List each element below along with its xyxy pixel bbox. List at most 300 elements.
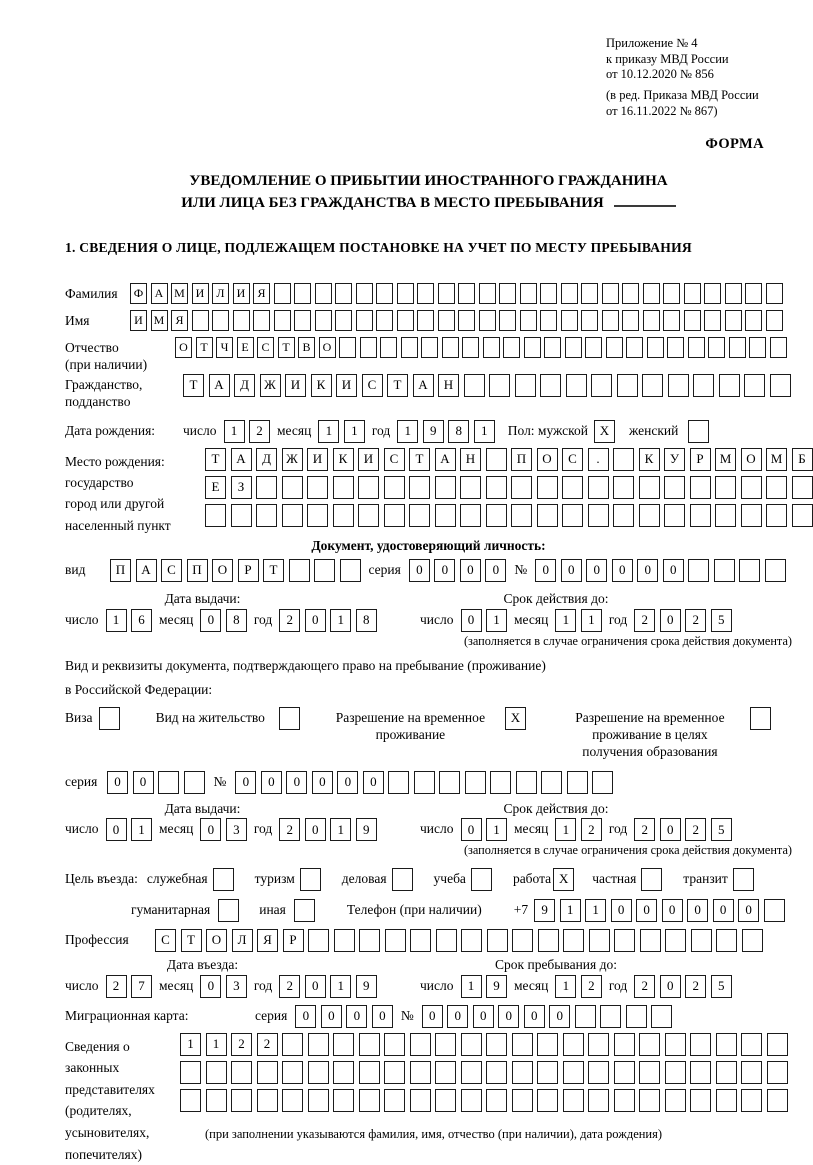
purpose-study-box[interactable] bbox=[471, 868, 492, 891]
doc-kind-cell[interactable] bbox=[289, 559, 310, 582]
residence-series-cell[interactable] bbox=[158, 771, 179, 794]
residence-permit-box[interactable] bbox=[279, 707, 300, 730]
surname-cell[interactable] bbox=[335, 283, 352, 304]
identity-issue-day-cell[interactable]: 6 bbox=[131, 609, 152, 632]
identity-issue-year-cell[interactable]: 0 bbox=[305, 609, 326, 632]
entry-year-cell[interactable]: 9 bbox=[356, 975, 377, 998]
given-name-cell[interactable] bbox=[397, 310, 414, 331]
identity-issue-day-cell[interactable]: 1 bbox=[106, 609, 127, 632]
migration-series-cell[interactable]: 0 bbox=[372, 1005, 393, 1028]
surname-cell[interactable] bbox=[561, 283, 578, 304]
birth-place-cell[interactable] bbox=[409, 504, 430, 527]
given-name-cell[interactable] bbox=[663, 310, 680, 331]
surname-cell[interactable] bbox=[540, 283, 557, 304]
stay-year-cell[interactable]: 5 bbox=[711, 975, 732, 998]
legal-reps-cell[interactable] bbox=[410, 1033, 431, 1056]
legal-reps-cell[interactable] bbox=[767, 1089, 788, 1112]
birth-place-cell[interactable] bbox=[537, 476, 558, 499]
residence-issue-month-cell[interactable]: 0 bbox=[200, 818, 221, 841]
citizenship-cell[interactable]: К bbox=[311, 374, 332, 397]
citizenship-cell[interactable] bbox=[770, 374, 791, 397]
legal-reps-cell[interactable] bbox=[588, 1089, 609, 1112]
residence-issue-month-cell[interactable]: 3 bbox=[226, 818, 247, 841]
birth-place-cell[interactable] bbox=[639, 504, 660, 527]
birth-place-cell[interactable] bbox=[562, 476, 583, 499]
patronymic-cell[interactable]: Ч bbox=[216, 337, 233, 358]
legal-reps-cell[interactable] bbox=[614, 1089, 635, 1112]
birth-place-cell[interactable] bbox=[715, 476, 736, 499]
migration-number-cell[interactable] bbox=[626, 1005, 647, 1028]
identity-expiry-month-cell[interactable]: 1 bbox=[555, 609, 576, 632]
legal-reps-cell[interactable] bbox=[588, 1033, 609, 1056]
patronymic-cell[interactable] bbox=[360, 337, 377, 358]
birth-place-cell[interactable] bbox=[741, 476, 762, 499]
surname-cell[interactable] bbox=[766, 283, 783, 304]
citizenship-cell[interactable]: А bbox=[413, 374, 434, 397]
residence-issue-year-cell[interactable]: 0 bbox=[305, 818, 326, 841]
given-name-cell[interactable] bbox=[745, 310, 762, 331]
legal-reps-cell[interactable] bbox=[461, 1089, 482, 1112]
legal-reps-cell[interactable] bbox=[435, 1033, 456, 1056]
birth-place-cell[interactable] bbox=[613, 448, 634, 471]
surname-cell[interactable] bbox=[356, 283, 373, 304]
phone-cell[interactable]: 1 bbox=[585, 899, 606, 922]
profession-cell[interactable] bbox=[742, 929, 763, 952]
birth-place-cell[interactable] bbox=[256, 504, 277, 527]
citizenship-cell[interactable] bbox=[719, 374, 740, 397]
temp-residence-education-box[interactable] bbox=[750, 707, 771, 730]
citizenship-cell[interactable] bbox=[591, 374, 612, 397]
citizenship-cell[interactable] bbox=[617, 374, 638, 397]
entry-month-cell[interactable]: 0 bbox=[200, 975, 221, 998]
identity-expiry-day-cell[interactable]: 0 bbox=[461, 609, 482, 632]
purpose-humanitarian-box[interactable] bbox=[218, 899, 239, 922]
entry-year-cell[interactable]: 0 bbox=[305, 975, 326, 998]
stay-year-cell[interactable]: 0 bbox=[660, 975, 681, 998]
profession-cell[interactable] bbox=[716, 929, 737, 952]
citizenship-cell[interactable] bbox=[464, 374, 485, 397]
given-name-cell[interactable] bbox=[458, 310, 475, 331]
legal-reps-cell[interactable] bbox=[206, 1061, 227, 1084]
purpose-work-box[interactable]: X bbox=[553, 868, 574, 891]
residence-series-cell[interactable]: 0 bbox=[133, 771, 154, 794]
legal-reps-cell[interactable] bbox=[231, 1061, 252, 1084]
profession-cell[interactable]: С bbox=[155, 929, 176, 952]
citizenship-cell[interactable]: А bbox=[209, 374, 230, 397]
doc-series-cell[interactable]: 0 bbox=[434, 559, 455, 582]
residence-number-cell[interactable] bbox=[516, 771, 537, 794]
given-name-cell[interactable] bbox=[212, 310, 229, 331]
legal-reps-cell[interactable] bbox=[359, 1061, 380, 1084]
stay-day-cell[interactable]: 1 bbox=[461, 975, 482, 998]
profession-cell[interactable]: Я bbox=[257, 929, 278, 952]
surname-cell[interactable]: И bbox=[233, 283, 250, 304]
temp-residence-box[interactable]: X bbox=[505, 707, 526, 730]
surname-cell[interactable] bbox=[581, 283, 598, 304]
doc-kind-cell[interactable]: П bbox=[187, 559, 208, 582]
given-name-cell[interactable] bbox=[417, 310, 434, 331]
phone-cell[interactable]: 9 bbox=[534, 899, 555, 922]
stay-year-cell[interactable]: 2 bbox=[634, 975, 655, 998]
legal-reps-cell[interactable] bbox=[537, 1033, 558, 1056]
patronymic-cell[interactable] bbox=[401, 337, 418, 358]
given-name-cell[interactable] bbox=[356, 310, 373, 331]
profession-cell[interactable]: Р bbox=[283, 929, 304, 952]
surname-cell[interactable] bbox=[479, 283, 496, 304]
legal-reps-cell[interactable] bbox=[716, 1033, 737, 1056]
given-name-cell[interactable] bbox=[479, 310, 496, 331]
birth-place-cell[interactable] bbox=[664, 504, 685, 527]
patronymic-cell[interactable] bbox=[442, 337, 459, 358]
birth-place-cell[interactable] bbox=[282, 504, 303, 527]
surname-cell[interactable] bbox=[725, 283, 742, 304]
identity-expiry-month-cell[interactable]: 1 bbox=[581, 609, 602, 632]
profession-cell[interactable] bbox=[640, 929, 661, 952]
legal-reps-cell[interactable] bbox=[257, 1089, 278, 1112]
legal-reps-cell[interactable] bbox=[741, 1089, 762, 1112]
profession-cell[interactable] bbox=[436, 929, 457, 952]
birth-place-cell[interactable]: Р bbox=[690, 448, 711, 471]
migration-number-cell[interactable]: 0 bbox=[473, 1005, 494, 1028]
patronymic-cell[interactable]: О bbox=[319, 337, 336, 358]
entry-year-cell[interactable]: 2 bbox=[279, 975, 300, 998]
surname-cell[interactable] bbox=[643, 283, 660, 304]
patronymic-cell[interactable] bbox=[729, 337, 746, 358]
surname-cell[interactable] bbox=[663, 283, 680, 304]
residence-series-cell[interactable]: 0 bbox=[107, 771, 128, 794]
migration-number-cell[interactable]: 0 bbox=[524, 1005, 545, 1028]
legal-reps-cell[interactable] bbox=[665, 1033, 686, 1056]
citizenship-cell[interactable]: С bbox=[362, 374, 383, 397]
doc-kind-cell[interactable]: Т bbox=[263, 559, 284, 582]
purpose-official-box[interactable] bbox=[213, 868, 234, 891]
surname-cell[interactable] bbox=[294, 283, 311, 304]
entry-day-cell[interactable]: 7 bbox=[131, 975, 152, 998]
identity-expiry-year-cell[interactable]: 5 bbox=[711, 609, 732, 632]
legal-reps-cell[interactable] bbox=[180, 1061, 201, 1084]
residence-series-cell[interactable] bbox=[184, 771, 205, 794]
legal-reps-cell[interactable] bbox=[614, 1033, 635, 1056]
migration-number-cell[interactable]: 0 bbox=[498, 1005, 519, 1028]
stay-month-cell[interactable]: 2 bbox=[581, 975, 602, 998]
legal-reps-cell[interactable] bbox=[359, 1089, 380, 1112]
given-name-cell[interactable] bbox=[315, 310, 332, 331]
legal-reps-cell[interactable] bbox=[614, 1061, 635, 1084]
doc-number-cell[interactable]: 0 bbox=[663, 559, 684, 582]
legal-reps-cell[interactable]: 1 bbox=[206, 1033, 227, 1056]
birth-place-cell[interactable] bbox=[664, 476, 685, 499]
birth-year-cell[interactable]: 8 bbox=[448, 420, 469, 443]
legal-reps-cell[interactable] bbox=[512, 1061, 533, 1084]
birth-place-cell[interactable] bbox=[460, 476, 481, 499]
citizenship-cell[interactable]: Т bbox=[387, 374, 408, 397]
profession-cell[interactable] bbox=[359, 929, 380, 952]
birth-place-cell[interactable]: А bbox=[435, 448, 456, 471]
residence-number-cell[interactable]: 0 bbox=[363, 771, 384, 794]
citizenship-cell[interactable]: Т bbox=[183, 374, 204, 397]
patronymic-cell[interactable] bbox=[544, 337, 561, 358]
doc-series-cell[interactable]: 0 bbox=[485, 559, 506, 582]
doc-number-cell[interactable]: 0 bbox=[535, 559, 556, 582]
birth-place-cell[interactable]: Ж bbox=[282, 448, 303, 471]
doc-series-cell[interactable]: 0 bbox=[460, 559, 481, 582]
citizenship-cell[interactable] bbox=[540, 374, 561, 397]
citizenship-cell[interactable]: Ж bbox=[260, 374, 281, 397]
patronymic-cell[interactable] bbox=[606, 337, 623, 358]
stay-month-cell[interactable]: 1 bbox=[555, 975, 576, 998]
birth-place-cell[interactable] bbox=[588, 476, 609, 499]
birth-place-cell[interactable]: Т bbox=[205, 448, 226, 471]
citizenship-cell[interactable] bbox=[693, 374, 714, 397]
identity-expiry-year-cell[interactable]: 2 bbox=[685, 609, 706, 632]
patronymic-cell[interactable] bbox=[667, 337, 684, 358]
legal-reps-cell[interactable] bbox=[690, 1033, 711, 1056]
legal-reps-cell[interactable] bbox=[333, 1061, 354, 1084]
patronymic-cell[interactable]: С bbox=[257, 337, 274, 358]
patronymic-cell[interactable]: Т bbox=[278, 337, 295, 358]
residence-number-cell[interactable] bbox=[414, 771, 435, 794]
surname-cell[interactable]: Ф bbox=[130, 283, 147, 304]
legal-reps-cell[interactable]: 2 bbox=[231, 1033, 252, 1056]
profession-cell[interactable] bbox=[410, 929, 431, 952]
given-name-cell[interactable] bbox=[376, 310, 393, 331]
surname-cell[interactable] bbox=[602, 283, 619, 304]
legal-reps-cell[interactable] bbox=[767, 1033, 788, 1056]
migration-series-cell[interactable]: 0 bbox=[321, 1005, 342, 1028]
legal-reps-cell[interactable] bbox=[563, 1033, 584, 1056]
citizenship-cell[interactable] bbox=[642, 374, 663, 397]
surname-cell[interactable] bbox=[622, 283, 639, 304]
phone-cell[interactable] bbox=[764, 899, 785, 922]
phone-cell[interactable]: 0 bbox=[636, 899, 657, 922]
given-name-cell[interactable] bbox=[766, 310, 783, 331]
birth-place-cell[interactable]: К bbox=[333, 448, 354, 471]
profession-cell[interactable] bbox=[589, 929, 610, 952]
surname-cell[interactable] bbox=[274, 283, 291, 304]
given-name-cell[interactable] bbox=[499, 310, 516, 331]
birth-place-cell[interactable]: . bbox=[588, 448, 609, 471]
profession-cell[interactable] bbox=[512, 929, 533, 952]
profession-cell[interactable]: О bbox=[206, 929, 227, 952]
residence-issue-year-cell[interactable]: 9 bbox=[356, 818, 377, 841]
purpose-business-box[interactable] bbox=[392, 868, 413, 891]
stay-year-cell[interactable]: 2 bbox=[685, 975, 706, 998]
legal-reps-cell[interactable] bbox=[282, 1089, 303, 1112]
birth-place-cell[interactable]: З bbox=[231, 476, 252, 499]
residence-expiry-month-cell[interactable]: 1 bbox=[555, 818, 576, 841]
phone-cell[interactable]: 0 bbox=[687, 899, 708, 922]
given-name-cell[interactable] bbox=[602, 310, 619, 331]
legal-reps-cell[interactable] bbox=[639, 1089, 660, 1112]
legal-reps-cell[interactable] bbox=[486, 1061, 507, 1084]
legal-reps-cell[interactable] bbox=[690, 1061, 711, 1084]
doc-number-cell[interactable] bbox=[714, 559, 735, 582]
doc-number-cell[interactable] bbox=[739, 559, 760, 582]
surname-cell[interactable] bbox=[745, 283, 762, 304]
phone-cell[interactable]: 0 bbox=[738, 899, 759, 922]
birth-place-cell[interactable] bbox=[231, 504, 252, 527]
residence-issue-year-cell[interactable]: 2 bbox=[279, 818, 300, 841]
birth-place-cell[interactable]: Д bbox=[256, 448, 277, 471]
legal-reps-cell[interactable] bbox=[461, 1033, 482, 1056]
birth-place-cell[interactable] bbox=[690, 476, 711, 499]
surname-cell[interactable]: М bbox=[171, 283, 188, 304]
birth-place-cell[interactable] bbox=[282, 476, 303, 499]
doc-kind-cell[interactable] bbox=[314, 559, 335, 582]
legal-reps-cell[interactable] bbox=[333, 1089, 354, 1112]
residence-expiry-month-cell[interactable]: 2 bbox=[581, 818, 602, 841]
legal-reps-cell[interactable] bbox=[308, 1089, 329, 1112]
profession-cell[interactable] bbox=[691, 929, 712, 952]
residence-expiry-year-cell[interactable]: 5 bbox=[711, 818, 732, 841]
patronymic-cell[interactable] bbox=[770, 337, 787, 358]
birth-year-cell[interactable]: 9 bbox=[423, 420, 444, 443]
birth-place-cell[interactable]: А bbox=[231, 448, 252, 471]
legal-reps-cell[interactable] bbox=[333, 1033, 354, 1056]
birth-year-cell[interactable]: 1 bbox=[474, 420, 495, 443]
birth-place-cell[interactable]: М bbox=[715, 448, 736, 471]
profession-cell[interactable] bbox=[308, 929, 329, 952]
given-name-cell[interactable] bbox=[643, 310, 660, 331]
patronymic-cell[interactable]: Е bbox=[237, 337, 254, 358]
given-name-cell[interactable] bbox=[335, 310, 352, 331]
doc-number-cell[interactable]: 0 bbox=[586, 559, 607, 582]
birth-month-cell[interactable]: 1 bbox=[344, 420, 365, 443]
profession-cell[interactable] bbox=[487, 929, 508, 952]
residence-number-cell[interactable] bbox=[567, 771, 588, 794]
patronymic-cell[interactable]: О bbox=[175, 337, 192, 358]
patronymic-cell[interactable] bbox=[688, 337, 705, 358]
surname-cell[interactable] bbox=[458, 283, 475, 304]
given-name-cell[interactable] bbox=[581, 310, 598, 331]
given-name-cell[interactable] bbox=[274, 310, 291, 331]
surname-cell[interactable] bbox=[499, 283, 516, 304]
residence-number-cell[interactable] bbox=[592, 771, 613, 794]
birth-place-cell[interactable] bbox=[435, 504, 456, 527]
legal-reps-cell[interactable]: 1 bbox=[180, 1033, 201, 1056]
surname-cell[interactable] bbox=[397, 283, 414, 304]
residence-expiry-day-cell[interactable]: 1 bbox=[486, 818, 507, 841]
profession-cell[interactable] bbox=[563, 929, 584, 952]
legal-reps-cell[interactable] bbox=[665, 1089, 686, 1112]
legal-reps-cell[interactable] bbox=[588, 1061, 609, 1084]
migration-number-cell[interactable]: 0 bbox=[549, 1005, 570, 1028]
legal-reps-cell[interactable] bbox=[308, 1033, 329, 1056]
legal-reps-cell[interactable] bbox=[639, 1033, 660, 1056]
citizenship-cell[interactable] bbox=[744, 374, 765, 397]
birth-year-cell[interactable]: 1 bbox=[397, 420, 418, 443]
surname-cell[interactable] bbox=[438, 283, 455, 304]
birth-place-cell[interactable]: И bbox=[307, 448, 328, 471]
identity-expiry-year-cell[interactable]: 0 bbox=[660, 609, 681, 632]
profession-cell[interactable] bbox=[461, 929, 482, 952]
birth-place-cell[interactable]: О bbox=[537, 448, 558, 471]
phone-cell[interactable]: 0 bbox=[611, 899, 632, 922]
legal-reps-cell[interactable] bbox=[741, 1061, 762, 1084]
citizenship-cell[interactable]: И bbox=[336, 374, 357, 397]
residence-number-cell[interactable]: 0 bbox=[261, 771, 282, 794]
migration-number-cell[interactable] bbox=[575, 1005, 596, 1028]
profession-cell[interactable] bbox=[385, 929, 406, 952]
purpose-transit-box[interactable] bbox=[733, 868, 754, 891]
identity-issue-month-cell[interactable]: 0 bbox=[200, 609, 221, 632]
entry-day-cell[interactable]: 2 bbox=[106, 975, 127, 998]
citizenship-cell[interactable] bbox=[668, 374, 689, 397]
migration-number-cell[interactable] bbox=[600, 1005, 621, 1028]
doc-kind-cell[interactable]: Р bbox=[238, 559, 259, 582]
legal-reps-cell[interactable] bbox=[716, 1061, 737, 1084]
identity-issue-year-cell[interactable]: 1 bbox=[330, 609, 351, 632]
migration-series-cell[interactable]: 0 bbox=[346, 1005, 367, 1028]
citizenship-cell[interactable] bbox=[515, 374, 536, 397]
migration-number-cell[interactable]: 0 bbox=[422, 1005, 443, 1028]
patronymic-cell[interactable]: Т bbox=[196, 337, 213, 358]
birth-place-cell[interactable] bbox=[435, 476, 456, 499]
doc-kind-cell[interactable] bbox=[340, 559, 361, 582]
purpose-private-box[interactable] bbox=[641, 868, 662, 891]
patronymic-cell[interactable] bbox=[585, 337, 602, 358]
profession-cell[interactable]: Л bbox=[232, 929, 253, 952]
given-name-cell[interactable] bbox=[725, 310, 742, 331]
patronymic-cell[interactable] bbox=[524, 337, 541, 358]
birth-place-cell[interactable] bbox=[639, 476, 660, 499]
citizenship-cell[interactable]: И bbox=[285, 374, 306, 397]
birth-place-cell[interactable] bbox=[766, 476, 787, 499]
citizenship-cell[interactable]: Н bbox=[438, 374, 459, 397]
profession-cell[interactable] bbox=[665, 929, 686, 952]
doc-kind-cell[interactable]: А bbox=[136, 559, 157, 582]
birth-month-cell[interactable]: 1 bbox=[318, 420, 339, 443]
doc-kind-cell[interactable]: П bbox=[110, 559, 131, 582]
birth-place-cell[interactable] bbox=[511, 476, 532, 499]
legal-reps-cell[interactable] bbox=[384, 1061, 405, 1084]
sex-male-box[interactable]: X bbox=[594, 420, 615, 443]
birth-place-cell[interactable] bbox=[537, 504, 558, 527]
citizenship-cell[interactable] bbox=[566, 374, 587, 397]
surname-cell[interactable] bbox=[520, 283, 537, 304]
birth-place-cell[interactable] bbox=[333, 504, 354, 527]
patronymic-cell[interactable] bbox=[708, 337, 725, 358]
profession-cell[interactable] bbox=[538, 929, 559, 952]
birth-place-cell[interactable] bbox=[358, 504, 379, 527]
birth-place-cell[interactable] bbox=[307, 476, 328, 499]
birth-place-cell[interactable] bbox=[205, 504, 226, 527]
legal-reps-cell[interactable] bbox=[410, 1089, 431, 1112]
birth-place-cell[interactable]: Е bbox=[205, 476, 226, 499]
birth-place-cell[interactable] bbox=[256, 476, 277, 499]
citizenship-cell[interactable]: Д bbox=[234, 374, 255, 397]
doc-kind-cell[interactable]: С bbox=[161, 559, 182, 582]
patronymic-cell[interactable] bbox=[380, 337, 397, 358]
surname-cell[interactable] bbox=[376, 283, 393, 304]
legal-reps-cell[interactable] bbox=[359, 1033, 380, 1056]
surname-cell[interactable] bbox=[315, 283, 332, 304]
residence-issue-day-cell[interactable]: 1 bbox=[131, 818, 152, 841]
doc-series-cell[interactable]: 0 bbox=[409, 559, 430, 582]
residence-issue-year-cell[interactable]: 1 bbox=[330, 818, 351, 841]
legal-reps-cell[interactable] bbox=[282, 1061, 303, 1084]
birth-place-cell[interactable] bbox=[307, 504, 328, 527]
birth-place-cell[interactable] bbox=[486, 476, 507, 499]
birth-place-cell[interactable] bbox=[588, 504, 609, 527]
patronymic-cell[interactable] bbox=[749, 337, 766, 358]
surname-cell[interactable] bbox=[684, 283, 701, 304]
phone-cell[interactable]: 1 bbox=[560, 899, 581, 922]
residence-expiry-year-cell[interactable]: 0 bbox=[660, 818, 681, 841]
legal-reps-cell[interactable] bbox=[690, 1089, 711, 1112]
given-name-cell[interactable] bbox=[192, 310, 209, 331]
birth-place-cell[interactable] bbox=[333, 476, 354, 499]
